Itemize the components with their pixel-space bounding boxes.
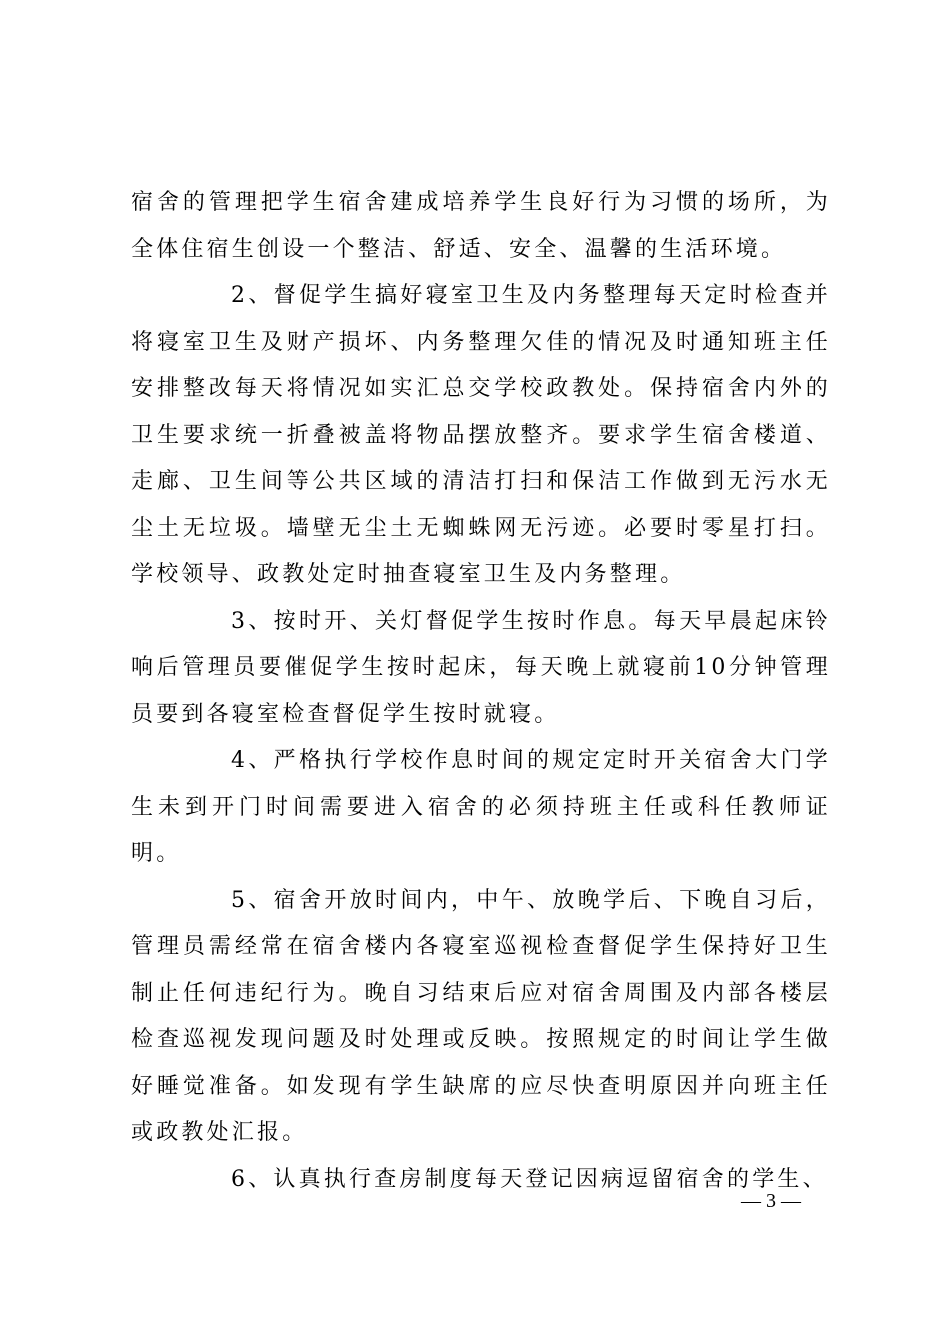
paragraph-item-6: 6、认真执行查房制度每天登记因病逗留宿舍的学生、 xyxy=(231,1166,828,1192)
paragraph-continuation: 宿舍的管理把学生宿舍建成培养学生良好行为习惯的场所，为全体住宿生创设一个整洁、舒适、安全、温馨的生活环境。 xyxy=(131,190,831,262)
document-body xyxy=(131,180,831,1203)
paragraph-item-3: 3、按时开、关灯督促学生按时作息。每天早晨起床铃响后管理员要催促学生按时起床，每天晚上就寝前10分钟管理员要到各寝室检查督促学生按时就寝。 xyxy=(131,608,831,727)
paragraph-item-4: 4、严格执行学校作息时间的规定定时开关宿舍大门学生未到开门时间需要进入宿舍的必须持班主任或科任教师证明。 xyxy=(131,748,831,866)
paragraph-item-2: 2、督促学生搞好寝室卫生及内务整理每天定时检查并将寝室卫生及财产损坏、内务整理欠佳的情况及时通知班主任安排整改每天将情况如实汇总交学校政教处。保持宿舍内外的卫生要求统一折叠被盖将物品摆放整齐。要求学生宿舍楼道、走廊、卫生间等公共区域的清洁打扫和保洁工作做到无污水无尘土无垃圾。墙壁无尘土无蜘蛛网无污迹。必要时零星打扫。学校领导、政教处定时抽查寝室卫生及内务整理。 xyxy=(131,283,831,587)
paragraph-item-5: 5、宿舍开放时间内，中午、放晚学后、下晚自习后，管理员需经常在宿舍楼内各寝室巡视检查督促学生保持好卫生制止任何违纪行为。晚自习结束后应对宿舍周围及内部各楼层检查巡视发现问题及时处理或反映。按照规定的时间让学生做好睡觉准备。如发现有学生缺席的应尽快查明原因并向班主任或政教处汇报。 xyxy=(131,887,831,1145)
page-number: — 3 — xyxy=(741,1190,801,1212)
